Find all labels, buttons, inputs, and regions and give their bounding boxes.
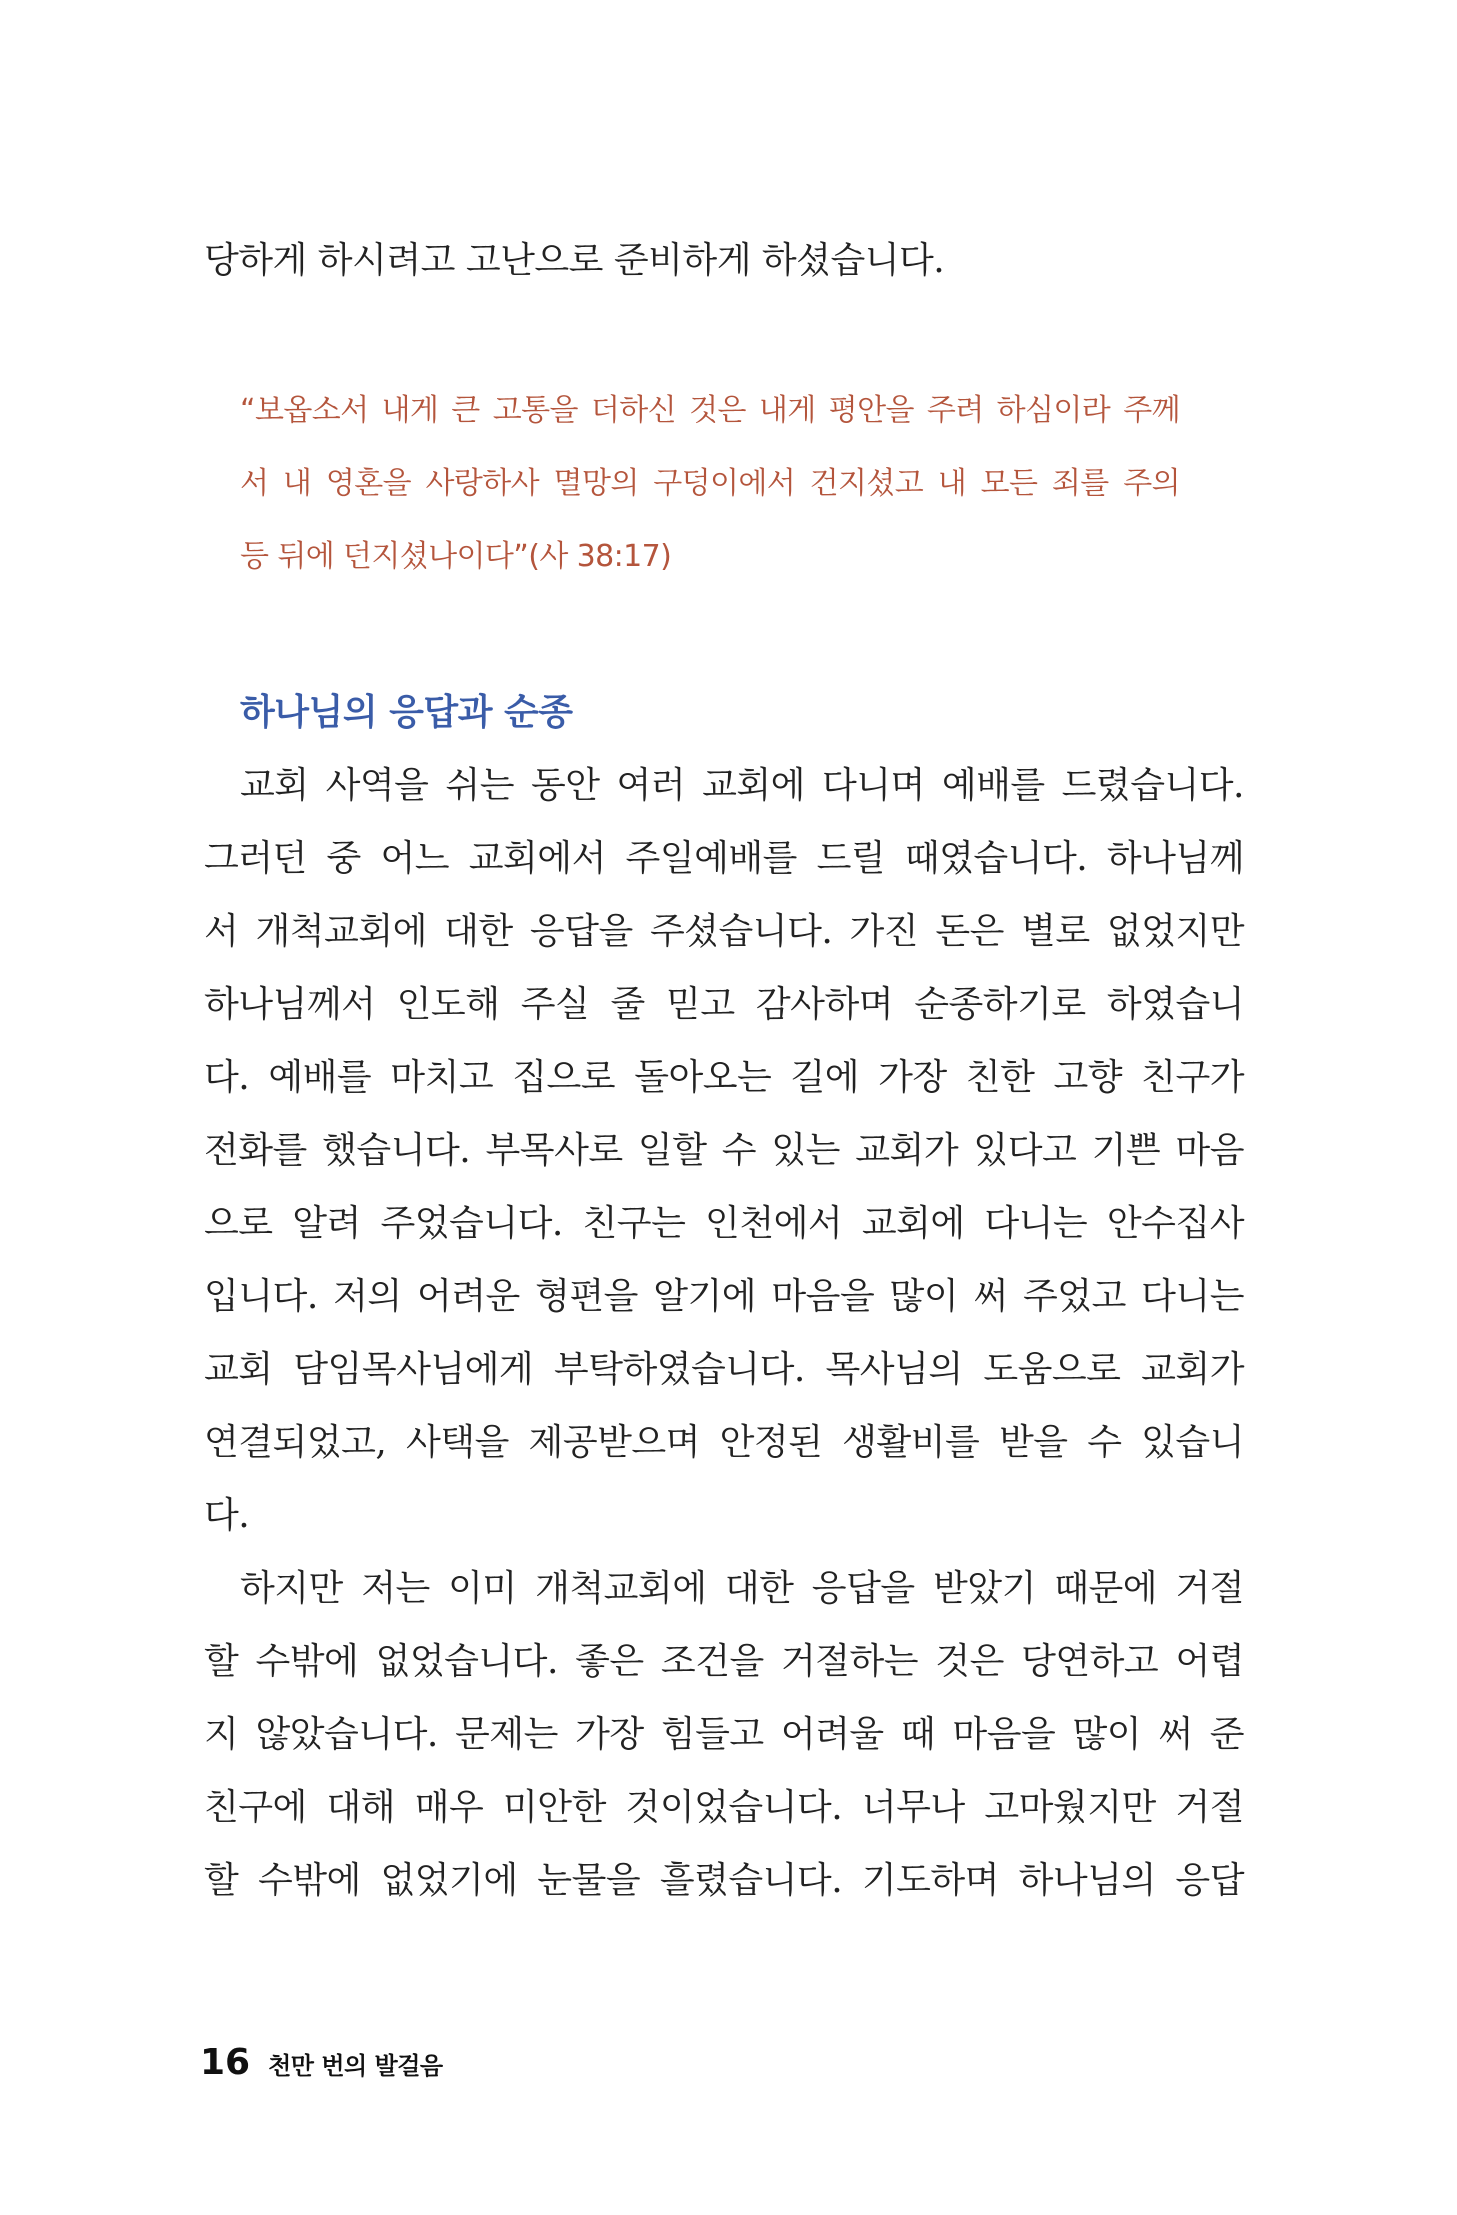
- bible-quote-line-2: 서 내 영혼을 사랑하사 멸망의 구덩이에서 건지셨고 내 모든 죄를 주의: [240, 466, 1180, 501]
- bible-quote-line-1: “보옵소서 내게 큰 고통을 더하신 것은 내게 평안을 주려 하심이라 주께: [240, 393, 1180, 428]
- paragraph-1-line: 입니다. 저의 어려운 형편을 알기에 마음을 많이 써 주었고 다니는: [204, 1276, 1244, 1317]
- paragraph-1-line: 다.: [204, 1495, 250, 1536]
- paragraph-2-line: 친구에 대해 매우 미안한 것이었습니다. 너무나 고마웠지만 거절: [204, 1787, 1244, 1828]
- bible-quote-line-3: 등 뒤에 던지셨나이다”(사 38:17): [240, 539, 672, 574]
- paragraph-2-line: 하지만 저는 이미 개척교회에 대한 응답을 받았기 때문에 거절: [240, 1568, 1244, 1609]
- intro-line: 당하게 하시려고 고난으로 준비하게 하셨습니다.: [204, 240, 945, 281]
- paragraph-1-line: 그러던 중 어느 교회에서 주일예배를 드릴 때였습니다. 하나님께: [204, 838, 1244, 879]
- paragraph-2-line: 할 수밖에 없었습니다. 좋은 조건을 거절하는 것은 당연하고 어렵: [204, 1641, 1244, 1682]
- paragraph-2-line: 할 수밖에 없었기에 눈물을 흘렸습니다. 기도하며 하나님의 응답: [204, 1860, 1244, 1901]
- paragraph-1-line: 연결되었고, 사택을 제공받으며 안정된 생활비를 받을 수 있습니: [204, 1422, 1244, 1463]
- paragraph-1-line: 으로 알려 주었습니다. 친구는 인천에서 교회에 다니는 안수집사: [204, 1203, 1244, 1244]
- paragraph-1-line: 다. 예배를 마치고 집으로 돌아오는 길에 가장 친한 고향 친구가: [204, 1057, 1244, 1098]
- paragraph-2-line: 지 않았습니다. 문제는 가장 힘들고 어려울 때 마음을 많이 써 준: [204, 1714, 1244, 1755]
- paragraph-1-line: 하나님께서 인도해 주실 줄 믿고 감사하며 순종하기로 하였습니: [204, 984, 1244, 1025]
- page-number: 16: [200, 2042, 251, 2083]
- paragraph-1-line: 교회 담임목사님에게 부탁하였습니다. 목사님의 도움으로 교회가: [204, 1349, 1244, 1390]
- paragraph-1-line: 서 개척교회에 대한 응답을 주셨습니다. 가진 돈은 별로 없었지만: [204, 911, 1244, 952]
- book-title: 천만 번의 발걸음: [268, 2052, 443, 2080]
- section-heading: 하나님의 응답과 순종: [240, 691, 573, 733]
- paragraph-1-line: 교회 사역을 쉬는 동안 여러 교회에 다니며 예배를 드렸습니다.: [240, 765, 1244, 806]
- page-footer: [200, 2042, 443, 2083]
- paragraph-1-line: 전화를 했습니다. 부목사로 일할 수 있는 교회가 있다고 기쁜 마음: [204, 1130, 1244, 1171]
